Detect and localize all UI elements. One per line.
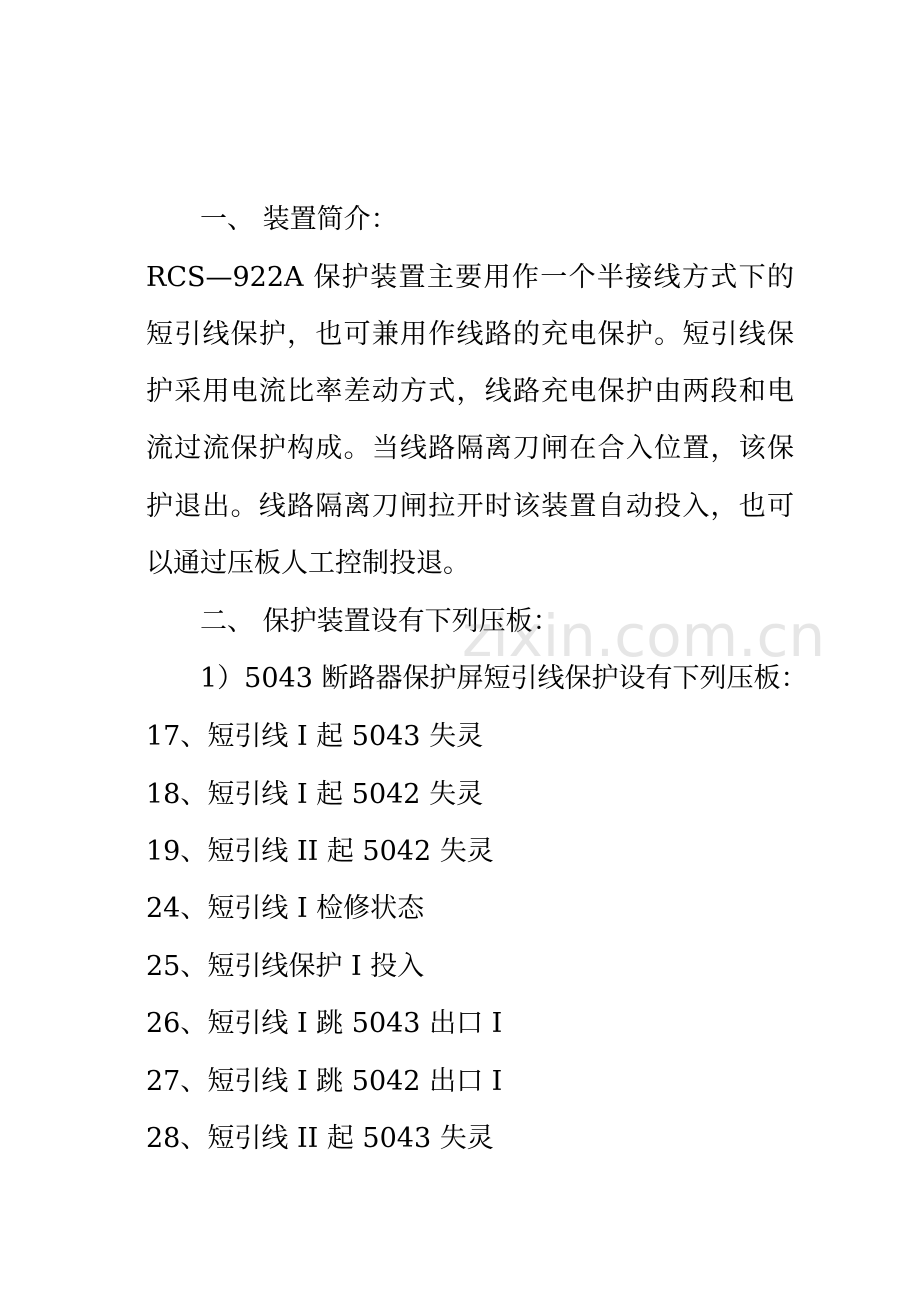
list-item: 26、短引线 I 跳 5043 出口 I — [146, 1008, 503, 1039]
paragraph-line: 短引线保护，也可兼用作线路的充电保护。短引线保 — [146, 319, 794, 350]
list-item: 17、短引线 I 起 5043 失灵 — [146, 721, 484, 752]
paragraph-line: 护采用电流比率差动方式，线路充电保护由两段和电 — [146, 376, 794, 407]
list-item: 27、短引线 I 跳 5042 出口 I — [146, 1066, 503, 1097]
section2-subheading: 1）5043 断路器保护屏短引线保护设有下列压板： — [200, 663, 808, 694]
paragraph-line: 流过流保护构成。当线路隔离刀闸在合入位置，该保 — [146, 433, 794, 464]
list-item: 18、短引线 I 起 5042 失灵 — [146, 779, 484, 810]
paragraph-line: 护退出。线路隔离刀闸拉开时该装置自动投入，也可 — [146, 491, 794, 522]
list-item: 28、短引线 II 起 5043 失灵 — [146, 1123, 494, 1154]
list-item: 24、短引线 I 检修状态 — [146, 893, 425, 924]
paragraph-line: 以通过压板人工控制投退。 — [146, 548, 470, 579]
paragraph-line: RCS—922A 保护装置主要用作一个半接线方式下的 — [146, 262, 794, 293]
section2-heading: 二、 保护装置设有下列压板： — [200, 606, 560, 637]
list-item: 25、短引线保护 I 投入 — [146, 951, 425, 982]
section1-heading: 一、 装置简介： — [200, 204, 398, 235]
list-item: 19、短引线 II 起 5042 失灵 — [146, 836, 494, 867]
watermark: zixin.com.cn — [462, 602, 826, 670]
